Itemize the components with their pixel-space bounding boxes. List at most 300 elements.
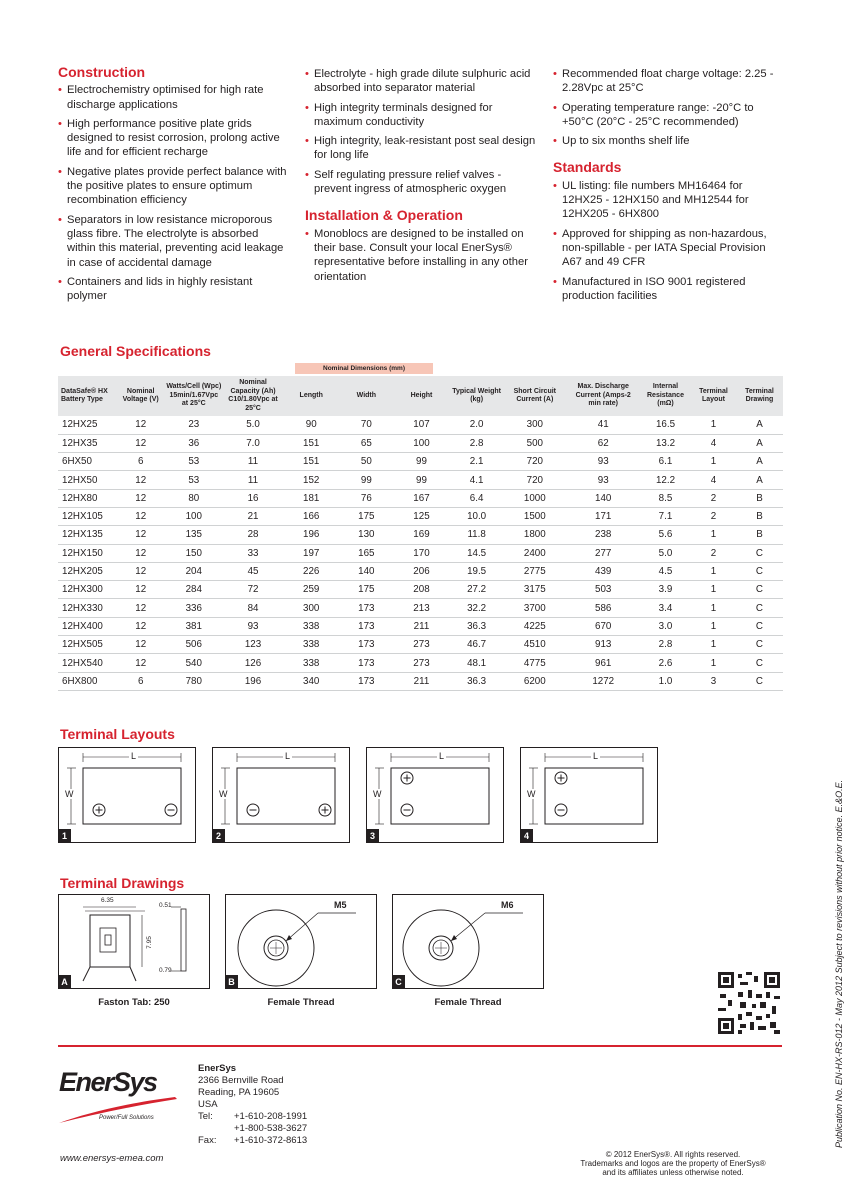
spec-header-cell: Width [340,376,393,416]
footer-divider [58,1045,782,1047]
dim-0-79: 0.79 [159,967,172,974]
table-cell: 41 [566,416,640,434]
table-cell: 12HX205 [58,562,117,580]
table-cell: 12HX135 [58,526,117,544]
construction-item: • Containers and lids in highly resistant polymer [58,275,290,304]
table-cell: 11.8 [450,526,503,544]
features-list [305,67,537,196]
copyright-line-2: Trademarks and logos are the property of EnerSys® [580,1159,766,1168]
table-row [58,526,783,544]
table-cell: C [736,562,783,580]
table-cell: 2.1 [450,453,503,471]
nominal-dimensions-label: Nominal Dimensions (mm) [295,363,433,374]
tel-1: +1-610-208-1991 [234,1111,308,1122]
caption-a: Faston Tab: 250 [98,997,170,1008]
website-link[interactable]: www.enersys-emea.com [60,1153,164,1164]
table-cell: 53 [164,471,223,489]
table-cell: 173 [340,617,393,635]
table-cell: 3700 [503,599,566,617]
dim-0-51: 0.51 [159,902,172,909]
standards-item: • Approved for shipping as non-hazardous, non-spillable - per IATA Special Provision A67 and 49 CFR [553,227,785,270]
feature-item: • High integrity, leak-resistant post seal design for long life [305,134,537,163]
table-cell: 12 [117,562,164,580]
table-cell: 65 [340,434,393,452]
table-cell: 173 [340,654,393,672]
fax-number: +1-610-372-8613 [234,1135,308,1146]
terminal-drawing-a [58,894,210,989]
installation-title: Installation & Operation [305,207,463,224]
table-cell: 16 [223,489,282,507]
table-cell: 173 [340,672,393,690]
spec-header-row [58,376,783,416]
copyright-notice [563,1150,783,1177]
table-cell: 1 [691,617,736,635]
terminal-layouts-title: Terminal Layouts [60,726,175,742]
table-cell: 181 [283,489,340,507]
table-cell: 670 [566,617,640,635]
tel-label: Tel: [198,1111,213,1122]
table-cell: 93 [566,471,640,489]
table-cell: 2.8 [640,636,691,654]
table-cell: 1000 [503,489,566,507]
table-cell: 27.2 [450,581,503,599]
table-row [58,507,783,525]
table-cell: 45 [223,562,282,580]
table-cell: 11 [223,453,282,471]
table-cell: 72 [223,581,282,599]
installation-list [305,227,537,284]
table-cell: C [736,617,783,635]
table-cell: 2 [691,489,736,507]
layout-diagram [367,748,505,844]
specs-title: General Specifications [60,343,211,359]
table-cell: 12HX300 [58,581,117,599]
table-cell: 84 [223,599,282,617]
table-cell: 36.3 [450,617,503,635]
table-cell: 4 [691,471,736,489]
table-cell: 6HX50 [58,453,117,471]
table-cell: 213 [393,599,450,617]
table-cell: 238 [566,526,640,544]
table-cell: 338 [283,654,340,672]
qr-code-icon [718,972,780,1034]
table-cell: 14.5 [450,544,503,562]
width-label: W [373,789,382,799]
address-country: USA [198,1099,218,1110]
table-cell: 12 [117,581,164,599]
table-row [58,489,783,507]
table-cell: 36 [164,434,223,452]
table-row [58,581,783,599]
table-cell: 503 [566,581,640,599]
table-cell: 166 [283,507,340,525]
table-cell: C [736,599,783,617]
length-label: L [285,751,291,761]
publication-note: Publication No. EN-HX-RS-012 - May 2012 Subject to revisions without prior notice. E.&O.E. [834,779,844,1148]
table-cell: 5.6 [640,526,691,544]
operation-list [553,67,785,148]
table-cell: 381 [164,617,223,635]
table-cell: C [736,581,783,599]
table-cell: 93 [566,453,640,471]
address-line-1: 2366 Bernville Road [198,1075,284,1086]
table-cell: 586 [566,599,640,617]
table-cell: 135 [164,526,223,544]
table-cell: 1500 [503,507,566,525]
operation-item: • Operating temperature range: -20°C to +50°C (20°C - 25°C recommended) [553,101,785,130]
operation-item: • Up to six months shelf life [553,134,785,148]
drawing-letter-b: B [225,975,238,989]
drawing-letter-a: A [58,975,71,989]
table-cell: 3.4 [640,599,691,617]
table-cell: 284 [164,581,223,599]
table-cell: 165 [340,544,393,562]
table-cell: 196 [283,526,340,544]
table-cell: 33 [223,544,282,562]
feature-item: • Self regulating pressure relief valves - prevent ingress of atmospheric oxygen [305,168,537,197]
length-label: L [131,751,137,761]
table-cell: 8.5 [640,489,691,507]
thread-label-m5: M5 [334,900,347,910]
table-cell: 7.1 [640,507,691,525]
table-cell: 6 [117,453,164,471]
table-cell: 1800 [503,526,566,544]
table-cell: 12 [117,471,164,489]
table-cell: 961 [566,654,640,672]
features-section [305,67,537,289]
table-cell: 340 [283,672,340,690]
spec-header-cell: Max. Discharge Current (Amps-2 min rate) [566,376,640,416]
caption-c: Female Thread [434,997,502,1008]
table-row [58,636,783,654]
terminal-drawings-title: Terminal Drawings [60,875,185,891]
spec-header-cell: Short Circuit Current (A) [503,376,566,416]
table-cell: 1 [691,526,736,544]
enersys-logo [57,1063,182,1125]
table-cell: 12HX400 [58,617,117,635]
table-cell: 12HX35 [58,434,117,452]
table-cell: 3.0 [640,617,691,635]
layout-diagram [59,748,197,844]
table-cell: 300 [503,416,566,434]
table-cell: 338 [283,617,340,635]
construction-list [58,83,290,303]
table-cell: 99 [393,471,450,489]
table-cell: 12 [117,599,164,617]
table-cell: 2775 [503,562,566,580]
table-cell: 204 [164,562,223,580]
table-cell: 12HX330 [58,599,117,617]
width-label: W [65,789,74,799]
table-cell: 10.0 [450,507,503,525]
table-cell: 1 [691,416,736,434]
table-cell: 100 [393,434,450,452]
table-cell: 6HX800 [58,672,117,690]
operation-section [553,67,785,308]
spec-header-cell: DataSafe® HX Battery Type [58,376,117,416]
layout-number: 4 [520,829,533,843]
table-cell: A [736,434,783,452]
table-cell: B [736,507,783,525]
construction-item: • Electrochemistry optimised for high rate discharge applications [58,83,290,112]
company-address [198,1063,307,1147]
terminal-layout-3 [366,747,504,843]
company-name: EnerSys [198,1063,237,1074]
layout-number: 2 [212,829,225,843]
table-cell: 338 [283,636,340,654]
table-cell: 173 [340,599,393,617]
table-cell: 13.2 [640,434,691,452]
table-cell: 500 [503,434,566,452]
terminal-drawing-c [392,894,544,989]
table-cell: 100 [164,507,223,525]
table-cell: 93 [223,617,282,635]
table-cell: 439 [566,562,640,580]
table-cell: 780 [164,672,223,690]
table-row [58,471,783,489]
table-cell: 2.8 [450,434,503,452]
table-cell: 12 [117,507,164,525]
table-cell: A [736,471,783,489]
table-cell: 169 [393,526,450,544]
table-cell: 90 [283,416,340,434]
spec-header-cell: Nominal Voltage (V) [117,376,164,416]
table-cell: 4.5 [640,562,691,580]
table-cell: 12 [117,416,164,434]
spec-header-cell: Terminal Layout [691,376,736,416]
table-cell: 273 [393,636,450,654]
table-cell: 107 [393,416,450,434]
table-cell: B [736,526,783,544]
faston-tab-drawing [59,895,209,988]
table-cell: 62 [566,434,640,452]
table-cell: A [736,453,783,471]
table-cell: 197 [283,544,340,562]
copyright-line-3: and its affiliates unless otherwise noted. [602,1168,744,1177]
table-cell: 3175 [503,581,566,599]
table-cell: 152 [283,471,340,489]
operation-item: • Recommended float charge voltage: 2.25 - 2.28Vpc at 25°C [553,67,785,96]
table-cell: 175 [340,507,393,525]
thread-label-m6: M6 [501,900,514,910]
length-label: L [593,751,599,761]
table-cell: 5.0 [223,416,282,434]
spec-header-cell: Internal Resistance (mΩ) [640,376,691,416]
spec-header-cell: Typical Weight (kg) [450,376,503,416]
table-cell: 53 [164,453,223,471]
layout-diagram [213,748,351,844]
table-cell: 1.0 [640,672,691,690]
installation-item: • Monoblocs are designed to be installed on their base. Consult your local EnerSys® representative before installing in any other orientation [305,227,537,284]
dim-6-35: 6.35 [101,897,114,904]
table-cell: 19.5 [450,562,503,580]
table-cell: 140 [340,562,393,580]
table-cell: 2.6 [640,654,691,672]
table-cell: 226 [283,562,340,580]
table-row [58,434,783,452]
table-cell: 6200 [503,672,566,690]
copyright-line-1: © 2012 EnerSys®. All rights reserved. [605,1150,741,1159]
table-cell: 12 [117,434,164,452]
table-cell: 4225 [503,617,566,635]
table-cell: 3.9 [640,581,691,599]
table-cell: 12HX150 [58,544,117,562]
standards-item: • Manufactured in ISO 9001 registered production facilities [553,275,785,304]
fax-label: Fax: [198,1135,217,1146]
table-row [58,416,783,434]
construction-item: • High performance positive plate grids designed to resist corrosion, prolong active life and for efficient recharge [58,117,290,160]
table-cell: 11 [223,471,282,489]
table-cell: B [736,489,783,507]
table-cell: 36.3 [450,672,503,690]
table-cell: 21 [223,507,282,525]
table-cell: 130 [340,526,393,544]
construction-title: Construction [58,64,146,80]
construction-section [58,65,290,308]
table-cell: 1 [691,581,736,599]
table-cell: 4 [691,434,736,452]
table-cell: 1272 [566,672,640,690]
table-cell: 175 [340,581,393,599]
spec-table [58,376,783,691]
standards-list [553,179,785,303]
logo-tagline: Power/Full Solutions [99,1115,154,1121]
table-cell: 6 [117,672,164,690]
table-cell: 50 [340,453,393,471]
table-cell: 80 [164,489,223,507]
female-thread-m6-drawing [393,895,543,988]
table-cell: 506 [164,636,223,654]
table-cell: 211 [393,672,450,690]
table-cell: 12HX25 [58,416,117,434]
table-cell: 48.1 [450,654,503,672]
table-cell: 12HX50 [58,471,117,489]
table-cell: 2400 [503,544,566,562]
drawing-letter-c: C [392,975,405,989]
table-cell: 4775 [503,654,566,672]
table-cell: 273 [393,654,450,672]
tel-2: +1-800-538-3627 [234,1123,308,1134]
table-cell: 4.1 [450,471,503,489]
table-cell: 12 [117,636,164,654]
table-cell: 1 [691,599,736,617]
table-cell: 123 [223,636,282,654]
table-cell: 126 [223,654,282,672]
table-cell: 12HX80 [58,489,117,507]
table-cell: 12HX505 [58,636,117,654]
spec-body [58,416,783,690]
caption-b: Female Thread [267,997,335,1008]
table-cell: 140 [566,489,640,507]
layout-diagram [521,748,659,844]
table-cell: 151 [283,434,340,452]
table-cell: C [736,636,783,654]
table-cell: 2 [691,507,736,525]
table-cell: 3 [691,672,736,690]
table-row [58,562,783,580]
table-cell: 6.4 [450,489,503,507]
table-cell: 150 [164,544,223,562]
table-cell: 1 [691,636,736,654]
table-row [58,599,783,617]
female-thread-m5-drawing [226,895,376,988]
table-cell: 46.7 [450,636,503,654]
table-cell: 5.0 [640,544,691,562]
feature-item: • High integrity terminals designed for maximum conductivity [305,101,537,130]
table-cell: C [736,672,783,690]
table-cell: 23 [164,416,223,434]
table-row [58,654,783,672]
table-cell: 1 [691,654,736,672]
feature-item: • Electrolyte - high grade dilute sulphuric acid absorbed into separator material [305,67,537,96]
spec-header-cell: Watts/Cell (Wpc) 15min/1.67Vpc at 25°C [164,376,223,416]
layout-number: 3 [366,829,379,843]
layout-number: 1 [58,829,71,843]
table-cell: 70 [340,416,393,434]
table-cell: 28 [223,526,282,544]
logo-text: EnerSys [59,1067,157,1097]
table-cell: C [736,654,783,672]
table-cell: 99 [340,471,393,489]
table-cell: 6.1 [640,453,691,471]
table-cell: 99 [393,453,450,471]
width-label: W [219,789,228,799]
width-label: W [527,789,536,799]
table-cell: 76 [340,489,393,507]
terminal-drawing-b [225,894,377,989]
table-cell: 1 [691,562,736,580]
table-cell: C [736,544,783,562]
dim-7-95: 7.95 [145,936,153,949]
table-row [58,617,783,635]
table-cell: 196 [223,672,282,690]
table-cell: 259 [283,581,340,599]
table-cell: 151 [283,453,340,471]
spec-header-cell: Length [283,376,340,416]
address-line-2: Reading, PA 19605 [198,1087,280,1098]
table-cell: 1 [691,453,736,471]
table-cell: 206 [393,562,450,580]
table-cell: 170 [393,544,450,562]
table-cell: 12 [117,526,164,544]
table-cell: 2.0 [450,416,503,434]
table-cell: 7.0 [223,434,282,452]
table-row [58,544,783,562]
table-row [58,453,783,471]
table-cell: 12 [117,544,164,562]
table-cell: 12.2 [640,471,691,489]
table-cell: 171 [566,507,640,525]
construction-item: • Separators in low resistance microporous glass fibre. The electrolyte is absorbed within this material, preventing acid leakage in case of accidental damage [58,213,290,270]
table-cell: 12HX105 [58,507,117,525]
table-cell: 4510 [503,636,566,654]
table-cell: A [736,416,783,434]
length-label: L [439,751,445,761]
spec-header-cell: Height [393,376,450,416]
spec-header-cell: Terminal Drawing [736,376,783,416]
spec-header-cell: Nominal Capacity (Ah) C10/1.80Vpc at 25°C [223,376,282,416]
table-cell: 540 [164,654,223,672]
terminal-layout-1 [58,747,196,843]
table-cell: 173 [340,636,393,654]
table-row [58,672,783,690]
table-cell: 32.2 [450,599,503,617]
table-cell: 12 [117,654,164,672]
table-cell: 12 [117,617,164,635]
table-cell: 277 [566,544,640,562]
table-cell: 211 [393,617,450,635]
table-cell: 336 [164,599,223,617]
